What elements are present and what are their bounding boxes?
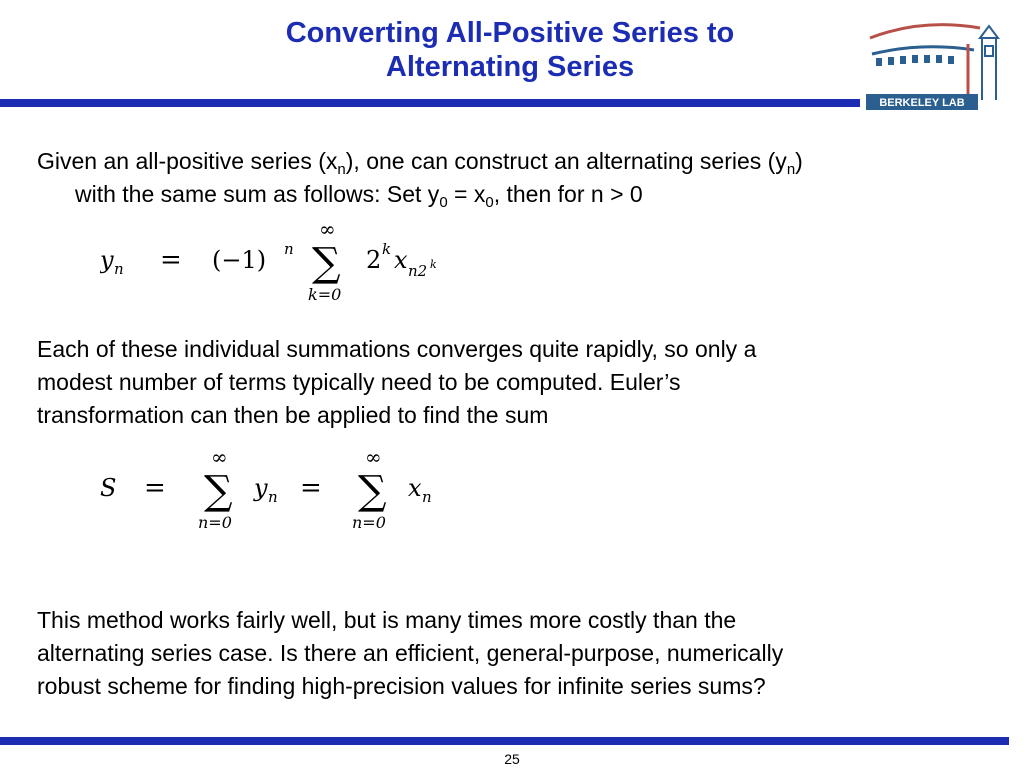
title-line-1: Converting All-Positive Series to bbox=[285, 17, 735, 49]
eq1-lhs-sub: n bbox=[114, 260, 124, 278]
eq1-term-sub: n2 bbox=[408, 262, 428, 280]
conclusion-line-2: alternating series case. Is there an efficient, general-purpose, numerically bbox=[37, 640, 784, 666]
eq1-term-sub-sup: k bbox=[430, 258, 437, 271]
eq2-term1: y bbox=[254, 474, 268, 502]
summations-line-3: transformation can then be applied to find the sum bbox=[37, 402, 549, 428]
eq1-sum-bottom: k=0 bbox=[308, 285, 342, 304]
eq2-sum1-top: ∞ bbox=[211, 446, 228, 469]
page-number: 25 bbox=[504, 751, 520, 767]
summations-line-2: modest number of terms typically need to be computed. Euler’s bbox=[37, 369, 681, 395]
header-rule bbox=[0, 99, 860, 107]
eq2-equals-1: = bbox=[144, 473, 166, 503]
intro-line-2: with the same sum as follows: Set $y_0 = x_0$, then for n > 0 bbox=[75, 181, 643, 211]
eq2-sum2-top: ∞ bbox=[365, 446, 382, 469]
footer-rule bbox=[0, 737, 1009, 745]
eq2-term2-sub: n bbox=[422, 488, 432, 506]
conclusion-line-1: This method works fairly well, but is many times more costly than the bbox=[37, 607, 737, 633]
eq2-term2: x bbox=[408, 474, 422, 502]
eq1-sum-top: ∞ bbox=[319, 218, 336, 241]
eq2-equals-2: = bbox=[300, 473, 322, 503]
eq1-term-sup: k bbox=[382, 240, 392, 258]
paragraph-summations bbox=[37, 333, 997, 432]
eq1-factor: (−1) bbox=[212, 246, 267, 274]
equation-yn bbox=[100, 218, 500, 308]
eq2-sum1-bottom: n=0 bbox=[198, 513, 232, 532]
eq1-sum-symbol: ∑ bbox=[312, 240, 341, 286]
eq2-term1-sub: n bbox=[268, 488, 278, 506]
logo-label: BERKELEY LAB bbox=[879, 97, 965, 109]
conclusion-line-3: robust scheme for finding high-precision values for infinite series sums? bbox=[37, 673, 766, 699]
eq2-sum2-bottom: n=0 bbox=[352, 513, 386, 532]
eq1-term-x: x bbox=[394, 246, 408, 274]
eq2-sum1-symbol: ∑ bbox=[204, 468, 233, 514]
intro-line-1: Given an all-positive series $(x_n)$, one can construct an alternating series $(y_n)$ bbox=[37, 148, 803, 178]
berkeley-lab-logo bbox=[862, 14, 1012, 114]
summations-line-1: Each of these individual summations converges quite rapidly, so only a bbox=[37, 336, 757, 362]
eq1-term-base: 2 bbox=[366, 246, 382, 274]
title-line-2: Alternating Series bbox=[385, 51, 635, 83]
eq1-lhs: y bbox=[100, 246, 114, 274]
eq1-equals: = bbox=[160, 245, 182, 275]
eq2-sum2-symbol: ∑ bbox=[358, 468, 387, 514]
equation-sum bbox=[100, 446, 480, 536]
slide-title bbox=[160, 16, 860, 84]
eq1-factor-sup: n bbox=[284, 240, 294, 258]
paragraph-intro bbox=[37, 145, 997, 211]
paragraph-conclusion bbox=[37, 604, 997, 703]
eq2-lhs: S bbox=[100, 474, 117, 502]
